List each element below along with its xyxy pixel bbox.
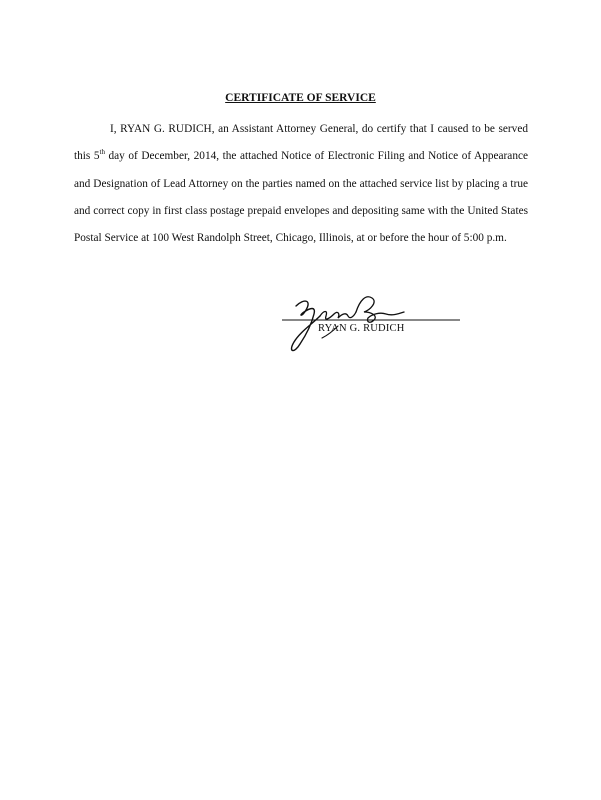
signature-stroke-rudich — [356, 297, 404, 322]
paragraph-text-part1: I, RYAN G. RUDICH, an Assistant Attorney General, do certify that I caused to be served this 5 — [74, 123, 528, 163]
certification-paragraph — [74, 116, 528, 252]
paragraph-text-part2: day of December, 2014, the attached Notice of Electronic Filing and Notice of Appearance and Designation of Lead Attorney on the parties named on the attached service list by placing a true and correct copy in first class postage prepaid envelopes and depositing same with the United States Postal Service at 100 West Randolph Street, Chicago, Illinois, at or before the hour of 5:00 p.m. — [74, 150, 528, 245]
document-title: CERTIFICATE OF SERVICE — [225, 92, 376, 104]
signature-stroke-yan — [320, 312, 356, 320]
signatory-name: RYAN G. RUDICH — [318, 323, 405, 334]
signature-block — [282, 292, 462, 362]
signature-stroke-r — [292, 301, 320, 351]
ordinal-suffix: th — [99, 148, 105, 157]
